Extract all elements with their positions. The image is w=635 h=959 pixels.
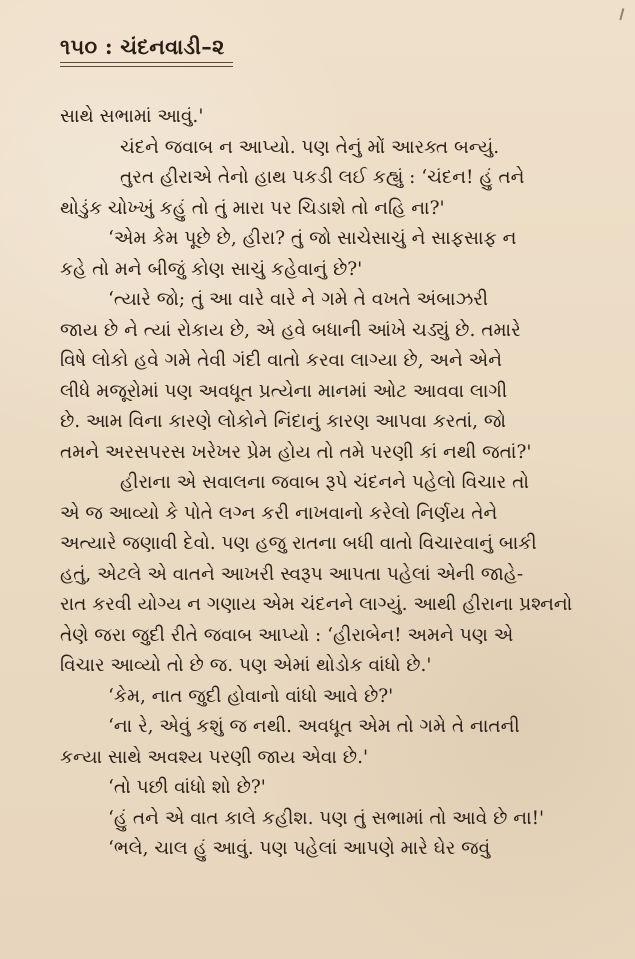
- body-line: ‘ત્યારે જો; તું આ વારે વારે ને ગમે તે વખતે અંબાઝરી: [108, 289, 489, 310]
- body-line: એ જ આવ્યો કે પોતે લગ્ન કરી નાખવાનો કરેલો નિર્ણય તેને: [60, 502, 498, 524]
- body-line: ‘હું તને એ વાત કાલે કહીશ. પણ તું સભામાં તો આવે છે ના!': [108, 807, 545, 829]
- body-line: ‘ભલે, ચાલ હું આવું. પણ પહેલાં આપણે મારે ઘેર જવું: [108, 838, 491, 859]
- body-line: ચંદને જવાબ ન આપ્યો. પણ તેનું મોં આરક્ત બન્યું.: [120, 136, 500, 158]
- body-line: કહે તો મને બીજું કોણ સાચું કહેવાનું છે?': [60, 258, 363, 280]
- body-line: લીધે મજૂરોમાં પણ અવધૂત પ્રત્યેના માનમાં ઓટ આવવા લાગી: [60, 380, 508, 402]
- body-line: તેણે જરા જુદી રીતે જવાબ આપ્યો : ‘હીરાબેન! અમને પણ એ: [60, 624, 514, 646]
- body-text: [60, 102, 574, 865]
- body-line: ‘ના રે, એવું કશું જ નથી. અવધૂત એમ તો ગમે તે નાતની: [108, 716, 520, 737]
- page-mark: [611, 6, 625, 20]
- page-header: ૧૫૦ : ચંદનવાડી–૨: [60, 34, 225, 59]
- body-line: તમને અરસપરસ ખરેખર પ્રેમ હોય તો તમે પરણી કાં નથી જતાં?': [60, 441, 532, 463]
- body-line: ‘એમ કેમ પૂછે છે, હીરા? તું જો સાચેસાચું ને સાફસાફ ન: [108, 228, 517, 249]
- body-line: સાથે સભામાં આવું.': [60, 106, 204, 127]
- body-line: છે. આમ વિના કારણે લોકોને નિંદાનું કારણ આપવા કરતાં, જો: [60, 411, 507, 432]
- body-line: ‘તો પછી વાંધો શો છે?': [108, 777, 266, 798]
- body-line: હીરાના એ સવાલના જવાબ રૂપે ચંદનને પહેલો વિચાર તો: [120, 472, 529, 493]
- header-double-rule: [60, 62, 233, 68]
- body-line: કન્યા સાથે અવશ્ય પરણી જાય એવા છે.': [60, 746, 369, 768]
- body-line: હતું, એટલે એ વાતને આખરી સ્વરૂપ આપતા પહેલાં એની જાહે-: [60, 563, 524, 585]
- body-line: વિચાર આવ્યો તો છે જ. પણ એમાં થોડોક વાંધો છે.': [60, 655, 432, 676]
- body-line: થોડુંક ચોખ્ખું કહું તો તું મારા પર ચિડાશે તો નહિ ના?': [60, 197, 445, 219]
- body-line: વિષે લોકો હવે ગમે તેવી ગંદી વાતો કરવા લાગ્યા છે, અને એને: [60, 350, 502, 371]
- body-line: અત્યારે જણાવી દેવો. પણ હજુ રાતના બધી વાતો વિચારવાનું બાકી: [60, 533, 537, 554]
- body-line: તુરત હીરાએ તેનો હાથ પકડી લઈ કહ્યું : ‘ચંદન! હું તને: [120, 167, 525, 188]
- body-line: રાત કરવી યોગ્ય ન ગણાય એમ ચંદનને લાગ્યું. આથી હીરાના પ્રશ્નનો: [60, 594, 573, 615]
- body-line: ‘કેમ, નાત જુદી હોવાનો વાંધો આવે છે?': [108, 685, 394, 707]
- body-line: જાય છે ને ત્યાં રોકાય છે, એ હવે બધાની આંખે ચડ્યું છે. તમારે: [60, 319, 521, 341]
